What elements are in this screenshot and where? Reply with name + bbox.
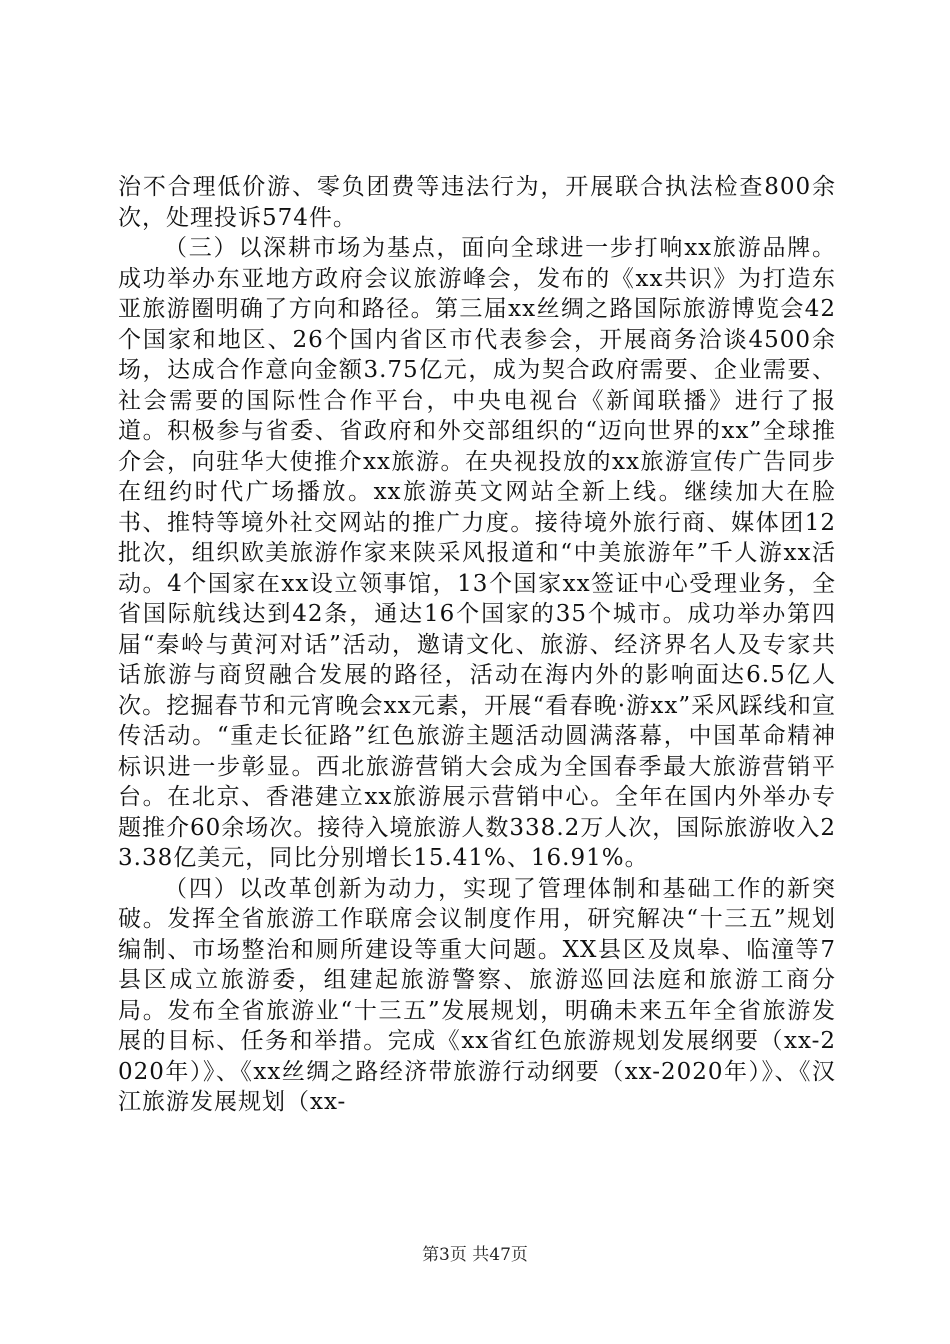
document-body xyxy=(118,172,836,1118)
paragraph-continuation: 治不合理低价游、零负团费等违法行为，开展联合执法检查800余次，处理投诉574件。 xyxy=(118,174,836,231)
page-number-footer: 第3页 共47页 xyxy=(422,1245,528,1265)
paragraph-section-four: （四）以改革创新为动力，实现了管理体制和基础工作的新突破。发挥全省旅游工作联席会议制度作用，研究解决“十三五”规划编制、市场整治和厕所建设等重大问题。XX县区及岚皋、临潼等7县区成立旅游委，组建起旅游警察、旅游巡回法庭和旅游工商分局。发布全省旅游业“十三五”发展规划，明确未来五年全省旅游发展的目标、任务和举措。完成《xx省红色旅游规划发展纲要（xx-2020年）》、《xx丝绸之路经济带旅游行动纲要（xx-2020年）》、《汉江旅游发展规划（xx- xyxy=(118,875,836,1115)
paragraph-section-three: （三）以深耕市场为基点，面向全球进一步打响xx旅游品牌。成功举办东亚地方政府会议旅游峰会，发布的《xx共识》为打造东亚旅游圈明确了方向和路径。第三届xx丝绸之路国际旅游博览会42个国家和地区、26个国内省区市代表参会，开展商务洽谈4500余场，达成合作意向金额3.75亿元，成为契合政府需要、企业需要、社会需要的国际性合作平台，中央电视台《新闻联播》进行了报道。积极参与省委、省政府和外交部组织的“迈向世界的xx”全球推介会，向驻华大使推介xx旅游。在央视投放的xx旅游宣传广告同步在纽约时代广场播放。xx旅游英文网站全新上线。继续加大在脸书、推特等境外社交网站的推广力度。接待境外旅行商、媒体团12批次，组织欧美旅游作家来陕采风报道和“中美旅游年”千人游xx活动。4个国家在xx设立领事馆，13个国家xx签证中心受理业务，全省国际航线达到42条，通达16个国家的35个城市。成功举办第四届“秦岭与黄河对话”活动，邀请文化、旅游、经济界名人及专家共话旅游与商贸融合发展的路径，活动在海内外的影响面达6.5亿人次。挖掘春节和元宵晚会xx元素，开展“看春晚·游xx”采风踩线和宣传活动。“重走长征路”红色旅游主题活动圆满落幕，中国革命精神标识进一步彰显。西北旅游营销大会成为全国春季最大旅游营销平台。在北京、香港建立xx旅游展示营销中心。全年在国内外举办专题推介60余场次。接待入境旅游人数338.2万人次，国际旅游收入23.38亿美元，同比分别增长15.41%、16.91%。 xyxy=(118,235,836,871)
